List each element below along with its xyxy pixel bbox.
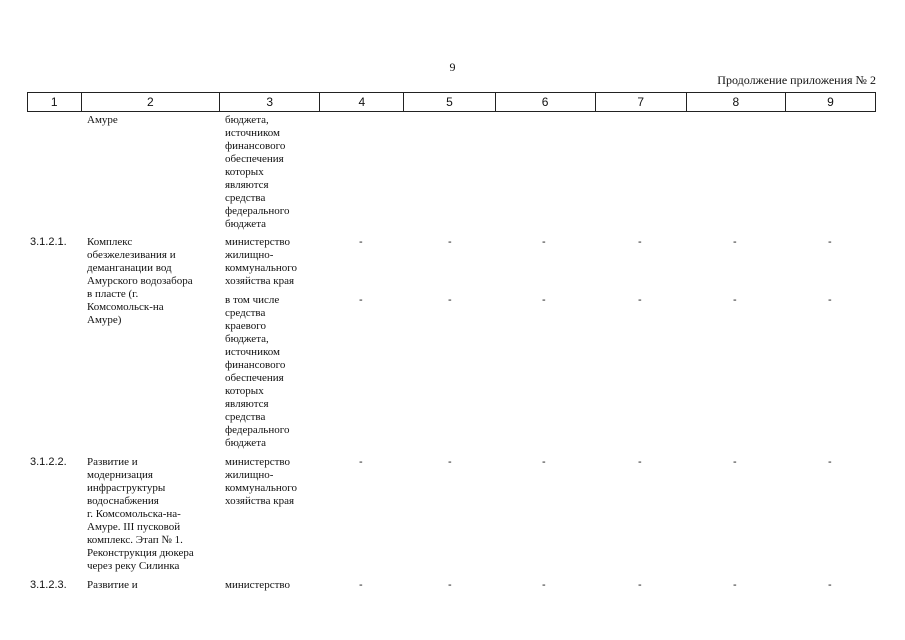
row-number: 3.1.2.2.	[30, 456, 67, 468]
header-cell: 2	[81, 93, 220, 111]
value-col8: -	[733, 236, 737, 248]
value-col9: -	[828, 236, 832, 248]
table-header-row	[27, 92, 876, 112]
header-cell: 9	[785, 93, 875, 111]
row-name: Комплекс обезжелезивания и деманганации вод Амурского водозабора в пласте (г. Комсомольск-на Амуре)	[87, 236, 193, 326]
row-number: 3.1.2.3.	[30, 579, 67, 591]
value-col6: -	[542, 579, 546, 591]
value-col5: -	[448, 579, 452, 591]
value-col4: -	[359, 294, 363, 306]
row-name: Развитие и модернизация инфраструктуры водоснабжения г. Комсомольска-на- Амуре. III пусковой комплекс. Этап № 1. Реконструкция дюкера через реку Силинка	[87, 456, 194, 572]
value-col4: -	[359, 236, 363, 248]
header-cell: 1	[50, 95, 58, 109]
page-number: 9	[449, 60, 456, 74]
value-col6: -	[542, 456, 546, 468]
value-col7: -	[638, 579, 642, 591]
header-cell: 5	[403, 93, 494, 111]
value-col4: -	[359, 579, 363, 591]
row-executor: министерство	[225, 579, 291, 591]
value-col7: -	[638, 294, 642, 306]
value-col5: -	[448, 236, 452, 248]
row-number: 3.1.2.1.	[30, 236, 67, 248]
header-cell: 8	[686, 93, 785, 111]
header-cell: 3	[219, 93, 319, 111]
header-cell: 4	[319, 93, 403, 111]
value-col7: -	[638, 456, 642, 468]
row-executor: министерство жилищно- коммунального хозяйства края	[225, 236, 297, 287]
header-cell: 6	[495, 93, 595, 111]
value-col8: -	[733, 579, 737, 591]
row-name-continued: Амуре	[87, 114, 118, 126]
value-col6: -	[542, 294, 546, 306]
value-col8: -	[733, 294, 737, 306]
value-col9: -	[828, 294, 832, 306]
row-executor: министерство жилищно- коммунального хозяйства края	[225, 456, 297, 507]
continuation-note: Продолжение приложения № 2	[717, 73, 876, 87]
value-col8: -	[733, 456, 737, 468]
value-col9: -	[828, 579, 832, 591]
value-col7: -	[638, 236, 642, 248]
value-col5: -	[448, 456, 452, 468]
value-col4: -	[359, 456, 363, 468]
row-executor-sub: в том числе средства краевого бюджета, источником финансового обеспечения которых являются средства федерального бюджета	[225, 294, 290, 449]
header-cell: 7	[595, 93, 686, 111]
row-executor-continued: бюджета, источником финансового обеспечения которых являются средства федерального бюджета	[225, 114, 290, 230]
value-col9: -	[828, 456, 832, 468]
value-col6: -	[542, 236, 546, 248]
value-col5: -	[448, 294, 452, 306]
row-name: Развитие и	[87, 579, 138, 591]
